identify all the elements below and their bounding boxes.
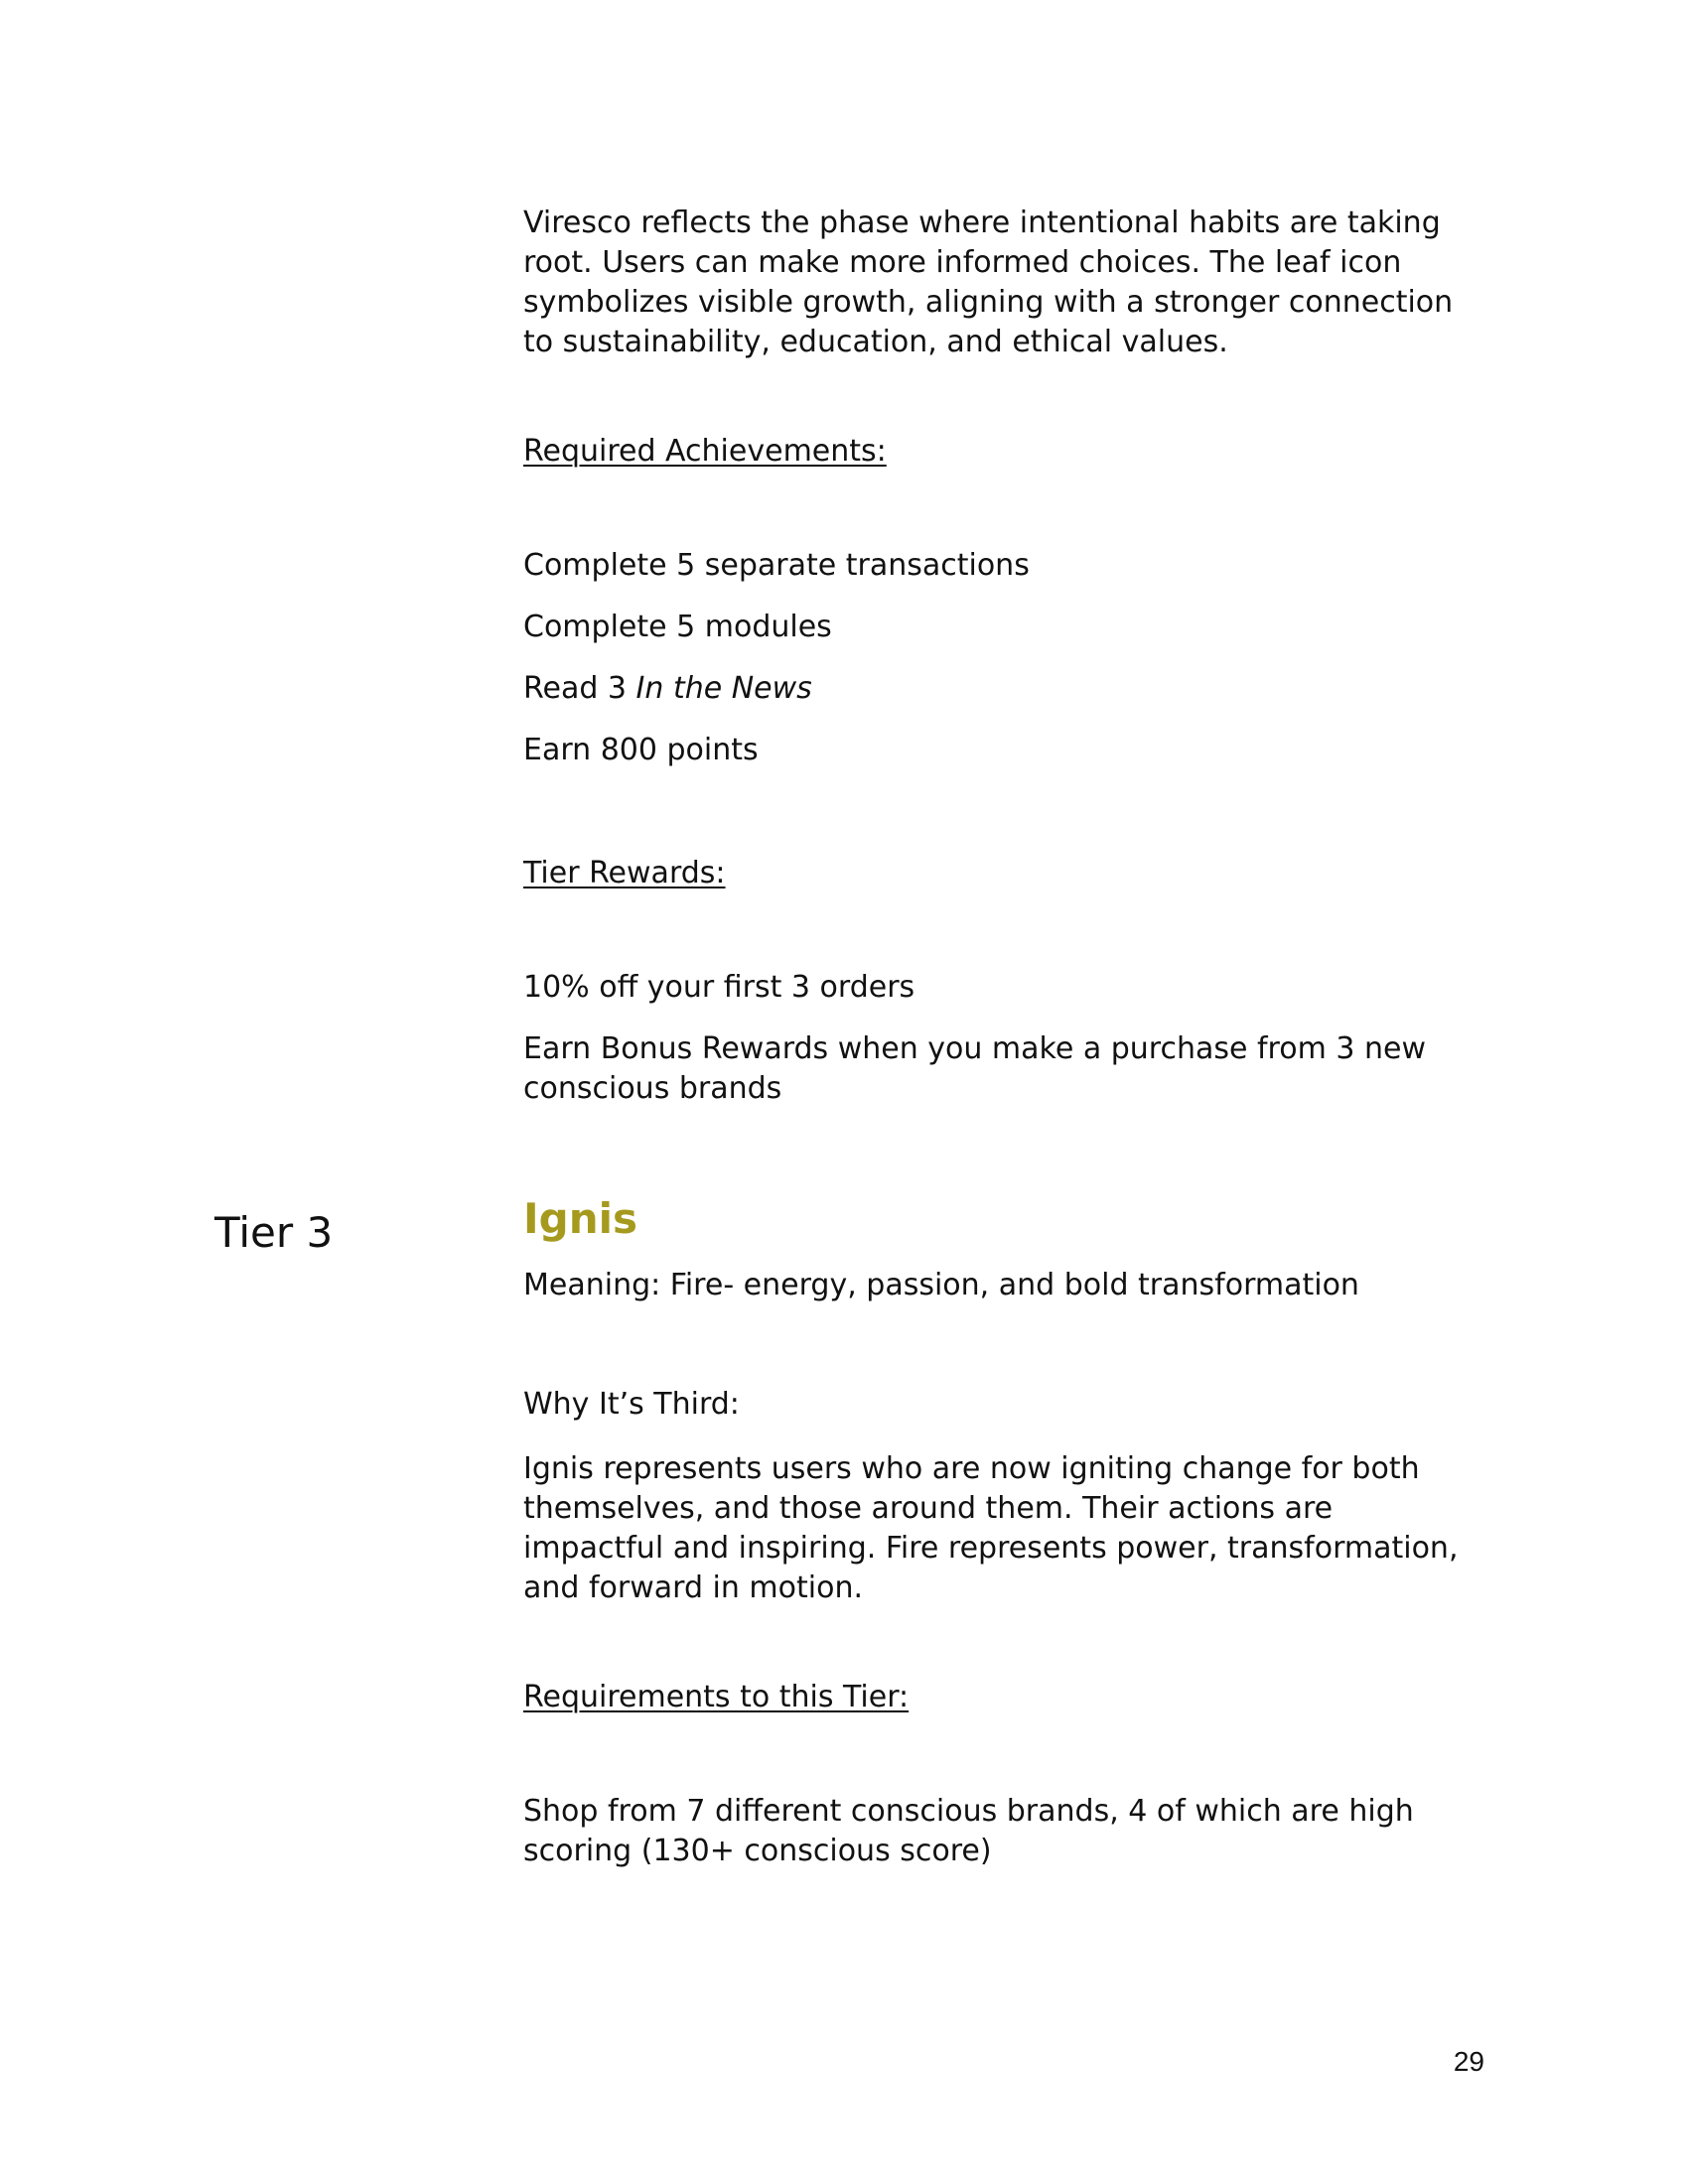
achievements-list [523,546,1477,770]
main-content [523,204,1477,1893]
tier-title: Ignis [523,1194,637,1243]
tier-side-label: Tier 3 [214,1208,334,1257]
reward-item: 10% off your first 3 orders [523,970,915,1005]
spacer [523,1131,1477,1192]
achievement-item: Complete 5 modules [523,610,832,644]
page-number: 29 [1453,2046,1484,2077]
requirement-item: Shop from 7 different conscious brands, 4 of which are high scoring (130+ conscious score) [523,1794,1414,1868]
reward-item: Earn Bonus Rewards when you make a purchase from 3 new conscious brands [523,1031,1426,1106]
achievement-item [523,669,1477,709]
achievement-item: Complete 5 separate transactions [523,548,1030,583]
achievements-heading: Required Achievements: [523,434,887,469]
intro-paragraph: Viresco reflects the phase where intentional habits are taking root. Users can make more informed choices. The leaf icon symbolizes visible growth, aligning with a stronger connection to sustainability, education, and ethical values. [523,205,1454,359]
why-heading: Why It’s Third: [523,1387,740,1422]
achievement-italic: In the News [635,671,812,706]
spacer [523,1305,1477,1385]
requirements-list [523,1792,1477,1871]
spacer [523,472,1477,546]
spacer [523,362,1477,432]
why-paragraph: Ignis represents users who are now igniting change for both themselves, and those around them. Their actions are impactful and inspiring. Fire represents power, transformation, and forward in motion. [523,1451,1459,1605]
spacer [523,893,1477,968]
achievement-item: Earn 800 points [523,733,759,767]
spacer [523,792,1477,854]
spacer [523,1425,1477,1449]
tier-meaning: Meaning: Fire- energy, passion, and bold transformation [523,1268,1359,1302]
requirements-heading: Requirements to this Tier: [523,1680,910,1714]
spacer [523,1246,1477,1266]
achievement-prefix: Read 3 [523,671,636,706]
spacer [523,1717,1477,1792]
rewards-list [523,968,1477,1109]
rewards-heading: Tier Rewards: [523,856,726,890]
spacer [523,1608,1477,1678]
